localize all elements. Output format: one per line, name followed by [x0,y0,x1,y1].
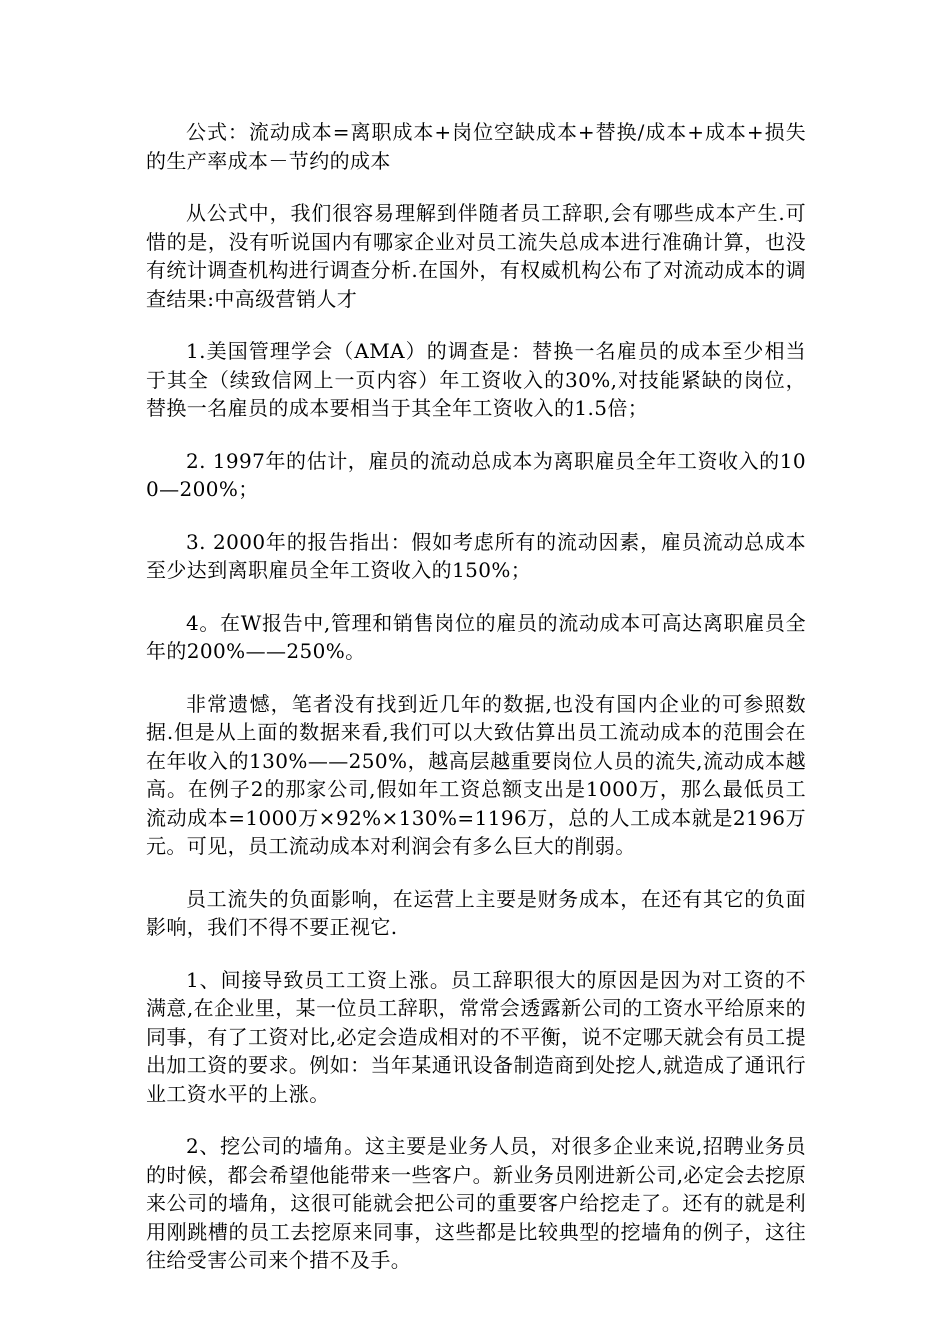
paragraph-item-4: 4。在W报告中,管理和销售岗位的雇员的流动成本可高达离职雇员全年的200%——250%。 [146,610,806,663]
paragraph-negative-impact: 员工流失的负面影响，在运营上主要是财务成本，在还有其它的负面影响，我们不得不要正视它. [146,886,806,939]
paragraph-item-1: 1.美国管理学会（AMA）的调查是：替换一名雇员的成本至少相当于其全（续致信网上一页内容）年工资收入的30%,对技能紧缺的岗位，替换一名雇员的成本要相当于其全年工资收入的1.5倍； [146,339,806,420]
paragraph-intro: 从公式中，我们很容易理解到伴随者员工辞职,会有哪些成本产生.可惜的是，没有听说国内有哪家企业对员工流失总成本进行准确计算，也没有统计调查机构进行调查分析.在国外，有权威机构公布了对流动成本的调查结果:中高级营销人才 [146,201,806,311]
paragraph-impact-2: 2、挖公司的墙角。这主要是业务人员，对很多企业来说,招聘业务员的时候，都会希望他能带来一些客户。新业务员刚进新公司,必定会去挖原来公司的墙角，这很可能就会把公司的重要客户给挖走了。还有的就是利用刚跳槽的员工去挖原来同事，这些都是比较典型的挖墙角的例子，这往往给受害公司来个措不及手。 [146,1134,806,1272]
paragraph-formula: 公式：流动成本=离职成本+岗位空缺成本+替换/成本+成本+损失的生产率成本－节约的成本 [146,120,806,173]
paragraph-item-3: 3. 2000年的报告指出：假如考虑所有的流动因素，雇员流动总成本至少达到离职雇员全年工资收入的150%； [146,529,806,582]
paragraph-impact-1: 1、间接导致员工工资上涨。员工辞职很大的原因是因为对工资的不满意,在企业里，某一位员工辞职，常常会透露新公司的工资水平给原来的同事，有了工资对比,必定会造成相对的不平衡，说不定哪天就会有员工提出加工资的要求。例如：当年某通讯设备制造商到处挖人,就造成了通讯行业工资水平的上涨。 [146,967,806,1106]
document-page [146,118,806,1299]
paragraph-estimate: 非常遗憾，笔者没有找到近几年的数据,也没有国内企业的可参照数据.但是从上面的数据来看,我们可以大致估算出员工流动成本的范围会在在年收入的130%——250%，越高层越重要岗位人员的流失,流动成本越高。在例子2的那家公司,假如年工资总额支出是1000万，那么最低员工流动成本=1000万×92%×130%=1196万，总的人工成本就是2196万元。可见，员工流动成本对利润会有多么巨大的削弱。 [146,691,806,858]
paragraph-item-2: 2. 1997年的估计，雇员的流动总成本为离职雇员全年工资收入的100—200%； [146,448,806,501]
